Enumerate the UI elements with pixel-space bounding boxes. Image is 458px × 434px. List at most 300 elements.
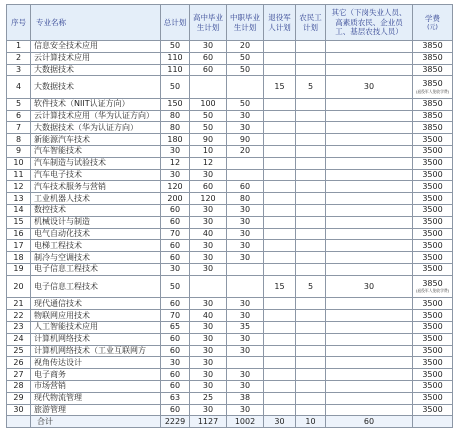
cell-veteran <box>264 310 296 322</box>
cell-index: 14 <box>7 205 31 217</box>
cell-name: 数控技术 <box>31 205 161 217</box>
header-veteran: 退役军人计划 <box>264 5 296 41</box>
cell-migrant <box>296 170 326 182</box>
cell-migrant <box>296 298 326 310</box>
cell-veteran: 15 <box>264 276 296 299</box>
cell-migrant <box>296 65 326 77</box>
cell-tuition: 3500 <box>413 322 453 334</box>
cell-total: 110 <box>161 53 190 65</box>
cell-index: 8 <box>7 134 31 146</box>
table-row <box>7 240 453 252</box>
cell-vocational: 50 <box>227 65 264 77</box>
cell-migrant <box>296 53 326 65</box>
cell-vocational: 30 <box>227 298 264 310</box>
cell-vocational: 30 <box>227 369 264 381</box>
total-index <box>7 416 31 428</box>
cell-name: 云计算技术应用 <box>31 53 161 65</box>
cell-migrant <box>296 181 326 193</box>
cell-name: 新能源汽车技术 <box>31 134 161 146</box>
cell-other <box>326 334 413 346</box>
cell-tuition: 3500 <box>413 181 453 193</box>
table-row <box>7 393 453 405</box>
table-row <box>7 111 453 123</box>
cell-other <box>326 381 413 393</box>
cell-veteran <box>264 357 296 369</box>
cell-high-school: 10 <box>190 146 227 158</box>
cell-tuition: 3500 <box>413 229 453 241</box>
header-tuition-label: 学费 <box>425 13 440 23</box>
cell-name: 汽车技术服务与营销 <box>31 181 161 193</box>
tuition-value: 3850 <box>422 278 443 288</box>
cell-migrant <box>296 158 326 170</box>
cell-high-school: 30 <box>190 322 227 334</box>
cell-name: 信息安全技术应用 <box>31 41 161 53</box>
cell-other <box>326 252 413 264</box>
cell-high-school: 40 <box>190 310 227 322</box>
table-row <box>7 276 453 299</box>
cell-name: 电子信息工程技术 <box>31 264 161 276</box>
header-index: 序号 <box>7 5 31 41</box>
table-row <box>7 134 453 146</box>
table-row <box>7 252 453 264</box>
cell-high-school: 50 <box>190 111 227 123</box>
cell-migrant <box>296 252 326 264</box>
cell-high-school: 90 <box>190 134 227 146</box>
cell-other <box>326 369 413 381</box>
total-veteran: 30 <box>264 416 296 428</box>
cell-other <box>326 310 413 322</box>
table-row <box>7 76 453 99</box>
cell-veteran <box>264 346 296 358</box>
cell-migrant <box>296 381 326 393</box>
table-row <box>7 41 453 53</box>
cell-high-school: 30 <box>190 357 227 369</box>
cell-other <box>326 405 413 417</box>
cell-total: 30 <box>161 357 190 369</box>
cell-vocational: 38 <box>227 393 264 405</box>
cell-index: 9 <box>7 146 31 158</box>
cell-high-school: 60 <box>190 65 227 77</box>
cell-vocational: 80 <box>227 193 264 205</box>
cell-vocational: 20 <box>227 146 264 158</box>
cell-name: 大数据技术（华为认证方向） <box>31 122 161 134</box>
cell-tuition: 3850 <box>413 53 453 65</box>
cell-migrant: 5 <box>296 276 326 299</box>
cell-migrant <box>296 240 326 252</box>
cell-migrant <box>296 264 326 276</box>
cell-migrant <box>296 322 326 334</box>
header-vocational: 中职毕业生计划 <box>227 5 264 41</box>
cell-total: 12 <box>161 158 190 170</box>
cell-migrant <box>296 111 326 123</box>
cell-index: 5 <box>7 99 31 111</box>
table-row <box>7 346 453 358</box>
cell-other <box>326 205 413 217</box>
cell-other <box>326 357 413 369</box>
cell-index: 2 <box>7 53 31 65</box>
cell-name: 电子商务 <box>31 369 161 381</box>
cell-high-school: 30 <box>190 381 227 393</box>
cell-index: 10 <box>7 158 31 170</box>
cell-vocational: 35 <box>227 322 264 334</box>
total-vocational: 1002 <box>227 416 264 428</box>
table-row <box>7 310 453 322</box>
table-row <box>7 53 453 65</box>
cell-other <box>326 264 413 276</box>
cell-high-school <box>190 276 227 299</box>
cell-high-school: 30 <box>190 205 227 217</box>
cell-tuition: 3500 <box>413 170 453 182</box>
total-tuition <box>413 416 453 428</box>
total-other: 60 <box>326 416 413 428</box>
cell-other <box>326 65 413 77</box>
cell-veteran <box>264 65 296 77</box>
cell-total: 60 <box>161 405 190 417</box>
tuition-note: (退役军人免收学费) <box>415 288 450 294</box>
cell-veteran <box>264 41 296 53</box>
table-row <box>7 264 453 276</box>
cell-tuition: 3500 <box>413 334 453 346</box>
cell-tuition: 3500 <box>413 393 453 405</box>
cell-vocational: 90 <box>227 134 264 146</box>
cell-name: 机械设计与制造 <box>31 217 161 229</box>
cell-other <box>326 170 413 182</box>
table-row <box>7 229 453 241</box>
cell-migrant <box>296 134 326 146</box>
header-other: 其它（下岗失业人员、高素质农民、企业员工、基层农技人员） <box>326 5 413 41</box>
cell-vocational: 20 <box>227 41 264 53</box>
cell-veteran <box>264 158 296 170</box>
cell-tuition: 3500 <box>413 346 453 358</box>
cell-other <box>326 393 413 405</box>
cell-vocational: 30 <box>227 334 264 346</box>
cell-tuition <box>413 276 453 299</box>
cell-high-school <box>190 76 227 99</box>
cell-total: 60 <box>161 298 190 310</box>
cell-tuition <box>413 76 453 99</box>
cell-tuition: 3850 <box>413 122 453 134</box>
cell-name: 云计算技术应用（华为认证方向） <box>31 111 161 123</box>
total-total: 2229 <box>161 416 190 428</box>
cell-veteran <box>264 264 296 276</box>
cell-tuition: 3500 <box>413 381 453 393</box>
cell-veteran <box>264 99 296 111</box>
cell-other <box>326 53 413 65</box>
cell-tuition: 3500 <box>413 310 453 322</box>
cell-total: 80 <box>161 122 190 134</box>
cell-migrant <box>296 193 326 205</box>
table-row <box>7 405 453 417</box>
cell-high-school: 30 <box>190 334 227 346</box>
table-row <box>7 99 453 111</box>
cell-total: 30 <box>161 146 190 158</box>
table-row <box>7 65 453 77</box>
cell-name: 市场营销 <box>31 381 161 393</box>
cell-other <box>326 146 413 158</box>
cell-vocational: 30 <box>227 205 264 217</box>
cell-vocational <box>227 264 264 276</box>
cell-other <box>326 217 413 229</box>
cell-total: 180 <box>161 134 190 146</box>
cell-total: 50 <box>161 276 190 299</box>
table-row <box>7 170 453 182</box>
header-total: 总计划 <box>161 5 190 41</box>
cell-veteran <box>264 193 296 205</box>
cell-index: 18 <box>7 252 31 264</box>
header-row <box>7 5 453 41</box>
cell-migrant <box>296 310 326 322</box>
cell-vocational: 30 <box>227 346 264 358</box>
enrollment-plan-table <box>6 4 453 428</box>
cell-index: 4 <box>7 76 31 99</box>
cell-index: 28 <box>7 381 31 393</box>
cell-index: 3 <box>7 65 31 77</box>
cell-veteran <box>264 240 296 252</box>
cell-high-school: 30 <box>190 298 227 310</box>
cell-high-school: 30 <box>190 369 227 381</box>
table-row <box>7 146 453 158</box>
cell-index: 13 <box>7 193 31 205</box>
cell-vocational: 50 <box>227 99 264 111</box>
cell-total: 65 <box>161 322 190 334</box>
cell-index: 30 <box>7 405 31 417</box>
cell-veteran <box>264 369 296 381</box>
cell-other <box>326 298 413 310</box>
cell-tuition: 3500 <box>413 134 453 146</box>
cell-migrant <box>296 99 326 111</box>
cell-index: 7 <box>7 122 31 134</box>
cell-total: 30 <box>161 170 190 182</box>
cell-other <box>326 122 413 134</box>
cell-tuition: 3500 <box>413 252 453 264</box>
cell-tuition: 3500 <box>413 217 453 229</box>
cell-high-school: 100 <box>190 99 227 111</box>
cell-tuition: 3500 <box>413 405 453 417</box>
table-row <box>7 298 453 310</box>
cell-veteran <box>264 181 296 193</box>
cell-high-school: 120 <box>190 193 227 205</box>
cell-tuition: 3500 <box>413 205 453 217</box>
cell-total: 60 <box>161 217 190 229</box>
cell-veteran <box>264 229 296 241</box>
cell-total: 63 <box>161 393 190 405</box>
cell-total: 120 <box>161 181 190 193</box>
cell-total: 50 <box>161 76 190 99</box>
cell-total: 60 <box>161 381 190 393</box>
cell-veteran <box>264 53 296 65</box>
cell-tuition: 3850 <box>413 99 453 111</box>
cell-name: 汽车智能技术 <box>31 146 161 158</box>
cell-vocational: 30 <box>227 229 264 241</box>
cell-total: 70 <box>161 229 190 241</box>
cell-name: 大数据技术 <box>31 76 161 99</box>
cell-migrant <box>296 205 326 217</box>
cell-migrant <box>296 393 326 405</box>
cell-index: 11 <box>7 170 31 182</box>
cell-other <box>326 111 413 123</box>
table-row <box>7 205 453 217</box>
cell-high-school: 30 <box>190 264 227 276</box>
cell-name: 计算机网络技术 <box>31 334 161 346</box>
cell-total: 70 <box>161 310 190 322</box>
cell-vocational <box>227 76 264 99</box>
cell-vocational <box>227 357 264 369</box>
cell-other <box>326 134 413 146</box>
cell-vocational <box>227 158 264 170</box>
cell-tuition: 3500 <box>413 193 453 205</box>
cell-name: 汽车电子技术 <box>31 170 161 182</box>
cell-migrant <box>296 369 326 381</box>
cell-name: 现代通信技术 <box>31 298 161 310</box>
table-row <box>7 217 453 229</box>
cell-vocational: 50 <box>227 53 264 65</box>
cell-migrant <box>296 405 326 417</box>
table-row <box>7 158 453 170</box>
cell-veteran <box>264 405 296 417</box>
cell-index: 20 <box>7 276 31 299</box>
cell-high-school: 30 <box>190 240 227 252</box>
cell-veteran: 15 <box>264 76 296 99</box>
cell-other <box>326 346 413 358</box>
cell-index: 19 <box>7 264 31 276</box>
cell-veteran <box>264 393 296 405</box>
cell-veteran <box>264 334 296 346</box>
cell-veteran <box>264 217 296 229</box>
cell-vocational <box>227 170 264 182</box>
cell-other <box>326 193 413 205</box>
cell-name: 汽车制造与试验技术 <box>31 158 161 170</box>
cell-index: 23 <box>7 322 31 334</box>
cell-total: 200 <box>161 193 190 205</box>
total-migrant: 10 <box>296 416 326 428</box>
cell-name: 软件技术（NIIT认证方向） <box>31 99 161 111</box>
cell-name: 旅游管理 <box>31 405 161 417</box>
cell-index: 25 <box>7 346 31 358</box>
cell-index: 17 <box>7 240 31 252</box>
table-row <box>7 193 453 205</box>
cell-index: 6 <box>7 111 31 123</box>
cell-veteran <box>264 205 296 217</box>
cell-vocational: 30 <box>227 217 264 229</box>
cell-name: 电子信息工程技术 <box>31 276 161 299</box>
cell-total: 110 <box>161 65 190 77</box>
cell-high-school: 30 <box>190 41 227 53</box>
cell-other <box>326 41 413 53</box>
cell-total: 30 <box>161 264 190 276</box>
cell-vocational: 30 <box>227 252 264 264</box>
cell-index: 24 <box>7 334 31 346</box>
cell-index: 27 <box>7 369 31 381</box>
cell-other <box>326 99 413 111</box>
cell-tuition: 3500 <box>413 146 453 158</box>
cell-vocational: 30 <box>227 111 264 123</box>
cell-vocational: 30 <box>227 405 264 417</box>
cell-tuition: 3850 <box>413 65 453 77</box>
cell-name: 物联网应用技术 <box>31 310 161 322</box>
cell-tuition: 3500 <box>413 298 453 310</box>
cell-high-school: 60 <box>190 53 227 65</box>
cell-veteran <box>264 322 296 334</box>
header-high-school: 高中毕业生计划 <box>190 5 227 41</box>
cell-migrant <box>296 229 326 241</box>
cell-name: 视角传达设计 <box>31 357 161 369</box>
cell-total: 60 <box>161 346 190 358</box>
cell-name: 电梯工程技术 <box>31 240 161 252</box>
cell-vocational: 30 <box>227 122 264 134</box>
cell-high-school: 60 <box>190 181 227 193</box>
cell-tuition: 3500 <box>413 264 453 276</box>
cell-migrant <box>296 346 326 358</box>
cell-veteran <box>264 298 296 310</box>
cell-high-school: 50 <box>190 122 227 134</box>
cell-veteran <box>264 134 296 146</box>
cell-index: 22 <box>7 310 31 322</box>
cell-veteran <box>264 381 296 393</box>
table-row <box>7 181 453 193</box>
cell-veteran <box>264 170 296 182</box>
table-row <box>7 322 453 334</box>
cell-index: 26 <box>7 357 31 369</box>
cell-veteran <box>264 146 296 158</box>
header-tuition <box>413 5 453 41</box>
cell-other: 30 <box>326 276 413 299</box>
cell-name: 电气自动化技术 <box>31 229 161 241</box>
cell-other <box>326 240 413 252</box>
cell-tuition: 3500 <box>413 240 453 252</box>
cell-high-school: 30 <box>190 346 227 358</box>
cell-migrant <box>296 334 326 346</box>
cell-other <box>326 181 413 193</box>
cell-migrant: 5 <box>296 76 326 99</box>
header-name: 专业名称 <box>31 5 161 41</box>
cell-total: 50 <box>161 41 190 53</box>
cell-migrant <box>296 357 326 369</box>
cell-vocational: 30 <box>227 381 264 393</box>
cell-tuition: 3850 <box>413 41 453 53</box>
table-row <box>7 369 453 381</box>
cell-migrant <box>296 146 326 158</box>
table-row <box>7 334 453 346</box>
cell-name: 工业机器人技术 <box>31 193 161 205</box>
cell-tuition: 3500 <box>413 158 453 170</box>
tuition-note: (退役军人免收学费) <box>415 88 450 94</box>
cell-migrant <box>296 41 326 53</box>
cell-index: 29 <box>7 393 31 405</box>
cell-total: 150 <box>161 99 190 111</box>
cell-total: 60 <box>161 240 190 252</box>
cell-other <box>326 229 413 241</box>
cell-veteran <box>264 111 296 123</box>
cell-high-school: 30 <box>190 405 227 417</box>
cell-high-school: 40 <box>190 229 227 241</box>
cell-high-school: 30 <box>190 217 227 229</box>
cell-veteran <box>264 122 296 134</box>
cell-index: 1 <box>7 41 31 53</box>
total-label: 合计 <box>31 416 161 428</box>
cell-name: 计算机网络技术（工业互联网方 <box>31 346 161 358</box>
table-body <box>7 41 453 416</box>
table-row <box>7 122 453 134</box>
cell-name: 大数据技术 <box>31 65 161 77</box>
cell-name: 现代物流管理 <box>31 393 161 405</box>
cell-migrant <box>296 217 326 229</box>
cell-veteran <box>264 252 296 264</box>
cell-migrant <box>296 122 326 134</box>
cell-vocational: 30 <box>227 310 264 322</box>
cell-index: 12 <box>7 181 31 193</box>
table-row <box>7 381 453 393</box>
cell-tuition: 3850 <box>413 111 453 123</box>
